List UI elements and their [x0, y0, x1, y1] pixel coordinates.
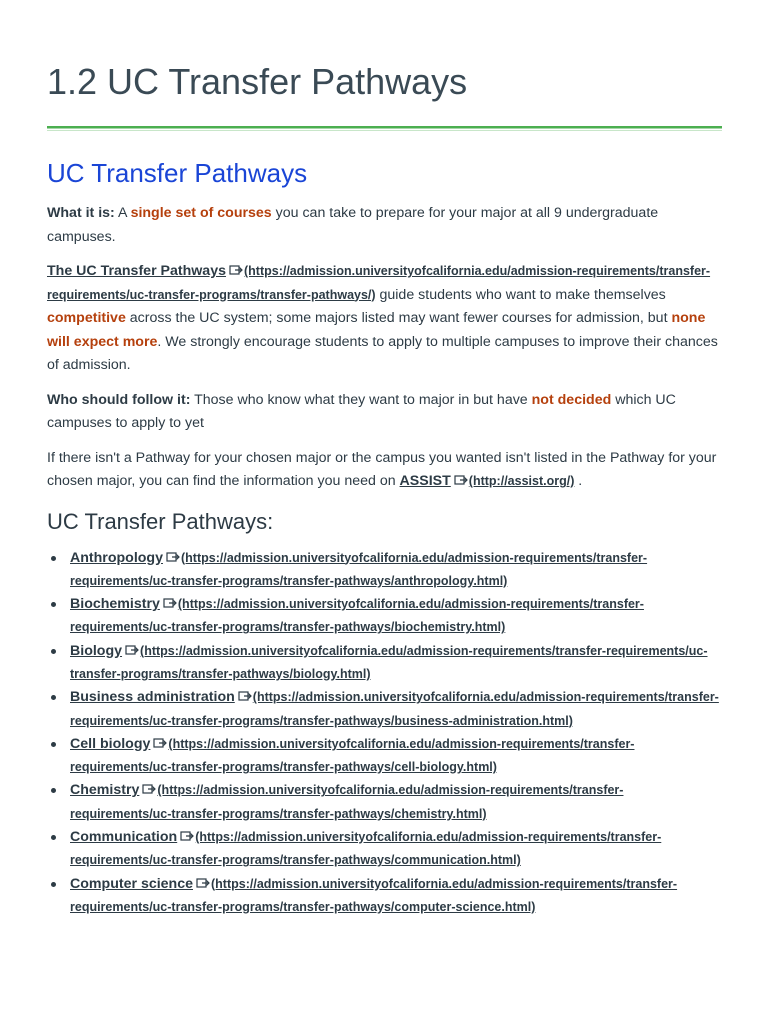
pathway-url-computer-science[interactable]: (https://admission.universityofcalifornia.edu/admission-requirements/transfer-requirements/uc-transfer-programs/transfer-pathways/computer-science.html)	[70, 876, 678, 914]
pathway-url-biochemistry[interactable]: (https://admission.universityofcalifornia.edu/admission-requirements/transfer-requirements/uc-transfer-programs/transfer-pathways/biochemistry.html)	[70, 597, 644, 635]
pathway-url-business-administration[interactable]: (https://admission.universityofcalifornia.edu/admission-requirements/transfer-requirements/uc-transfer-programs/transfer-pathways/business-administration.html)	[70, 690, 719, 728]
intro-highlight-none-expect-more: none will expect more	[47, 310, 706, 350]
uc-transfer-pathways-link[interactable]: The UC Transfer Pathways	[47, 263, 226, 279]
external-link-icon	[196, 877, 210, 889]
list-item	[47, 640, 722, 687]
pathway-link-communication[interactable]: Communication	[70, 829, 178, 846]
assist-paragraph	[47, 447, 722, 494]
intro-text-2: across the UC system; some majors listed may want fewer courses for admission, but	[125, 310, 672, 326]
pathway-link-computer-science[interactable]: Computer science	[70, 875, 193, 892]
list-item	[47, 779, 722, 826]
uc-transfer-pathways-url[interactable]: (https://admission.universityofcalifornia.edu/admission-requirements/transfer-requirements/uc-transfer-programs/transfer-pathways/)	[47, 264, 711, 302]
list-item	[47, 593, 722, 640]
assist-link[interactable]: ASSIST	[399, 473, 451, 489]
list-item	[47, 547, 722, 594]
intro-highlight-competitive: competitive	[47, 310, 126, 326]
pathways-list	[47, 547, 722, 920]
section-title: UC Transfer Pathways	[47, 158, 308, 188]
what-it-is-highlight: single set of courses	[130, 205, 272, 221]
intro-text-3: . We strongly encourage students to apply to multiple campuses to improve their chances of admission.	[47, 333, 718, 373]
pathway-url-chemistry[interactable]: (https://admission.universityofcalifornia.edu/admission-requirements/transfer-requirements/uc-transfer-programs/transfer-pathways/chemistry.html)	[70, 783, 624, 821]
external-link-icon	[454, 474, 468, 486]
assist-end: .	[574, 473, 583, 489]
what-it-is-before: A	[114, 205, 131, 221]
pathway-link-cell-biology[interactable]: Cell biology	[70, 735, 151, 752]
who-label: Who should follow it:	[47, 391, 191, 408]
what-it-is-after: you can take to prepare for your major at all 9 undergraduate campuses.	[47, 205, 659, 245]
external-link-icon	[238, 690, 252, 702]
assist-text: If there isn't a Pathway for your chosen major or the campus you wanted isn't listed in the Pathway for your chosen major, you can find the information you need on	[47, 449, 717, 489]
page-title: 1.2 UC Transfer Pathways	[47, 61, 468, 102]
who-paragraph	[47, 389, 722, 436]
external-link-icon	[125, 644, 139, 656]
pathway-link-biology[interactable]: Biology	[70, 642, 123, 659]
pathway-url-cell-biology[interactable]: (https://admission.universityofcalifornia.edu/admission-requirements/transfer-requirements/uc-transfer-programs/transfer-pathways/cell-biology.html)	[70, 736, 635, 775]
intro-paragraph	[47, 260, 722, 378]
pathway-url-biology[interactable]: (https://admission.universityofcalifornia.edu/admission-requirements/transfer-requirements/uc-transfer-programs/transfer-pathways/biology.html)	[70, 643, 708, 681]
external-link-icon	[153, 737, 167, 749]
what-it-is-paragraph	[47, 202, 722, 249]
what-it-is-label: What it is:	[47, 205, 115, 221]
external-link-icon	[166, 551, 180, 563]
pathway-url-communication[interactable]: (https://admission.universityofcalifornia.edu/admission-requirements/transfer-requirements/uc-transfer-programs/transfer-pathways/communication.html)	[70, 830, 662, 868]
who-after: which UC campuses to apply to yet	[47, 391, 676, 431]
list-item	[47, 686, 722, 733]
title-divider	[47, 126, 722, 129]
pathway-link-biochemistry[interactable]: Biochemistry	[70, 596, 160, 613]
list-item	[47, 733, 722, 780]
external-link-icon	[229, 264, 243, 276]
pathway-url-anthropology[interactable]: (https://admission.universityofcalifornia.edu/admission-requirements/transfer-requirements/uc-transfer-programs/transfer-pathways/anthropology.html)	[70, 550, 648, 588]
pathway-link-anthropology[interactable]: Anthropology	[70, 549, 163, 566]
intro-text-1: guide students who want to make themselves	[375, 286, 666, 303]
pathway-link-business-administration[interactable]: Business administration	[70, 689, 235, 706]
external-link-icon	[142, 783, 156, 795]
who-highlight: not decided	[531, 391, 612, 408]
external-link-icon	[163, 597, 177, 609]
list-item	[47, 873, 722, 920]
pathways-list-title: UC Transfer Pathways:	[47, 508, 274, 534]
assist-url[interactable]: (http://assist.org/)	[468, 474, 575, 488]
external-link-icon	[180, 830, 194, 842]
list-item	[47, 826, 722, 873]
page-content	[47, 0, 722, 919]
pathway-link-chemistry[interactable]: Chemistry	[70, 782, 140, 799]
who-before: Those who know what they want to major in but have	[190, 391, 532, 408]
